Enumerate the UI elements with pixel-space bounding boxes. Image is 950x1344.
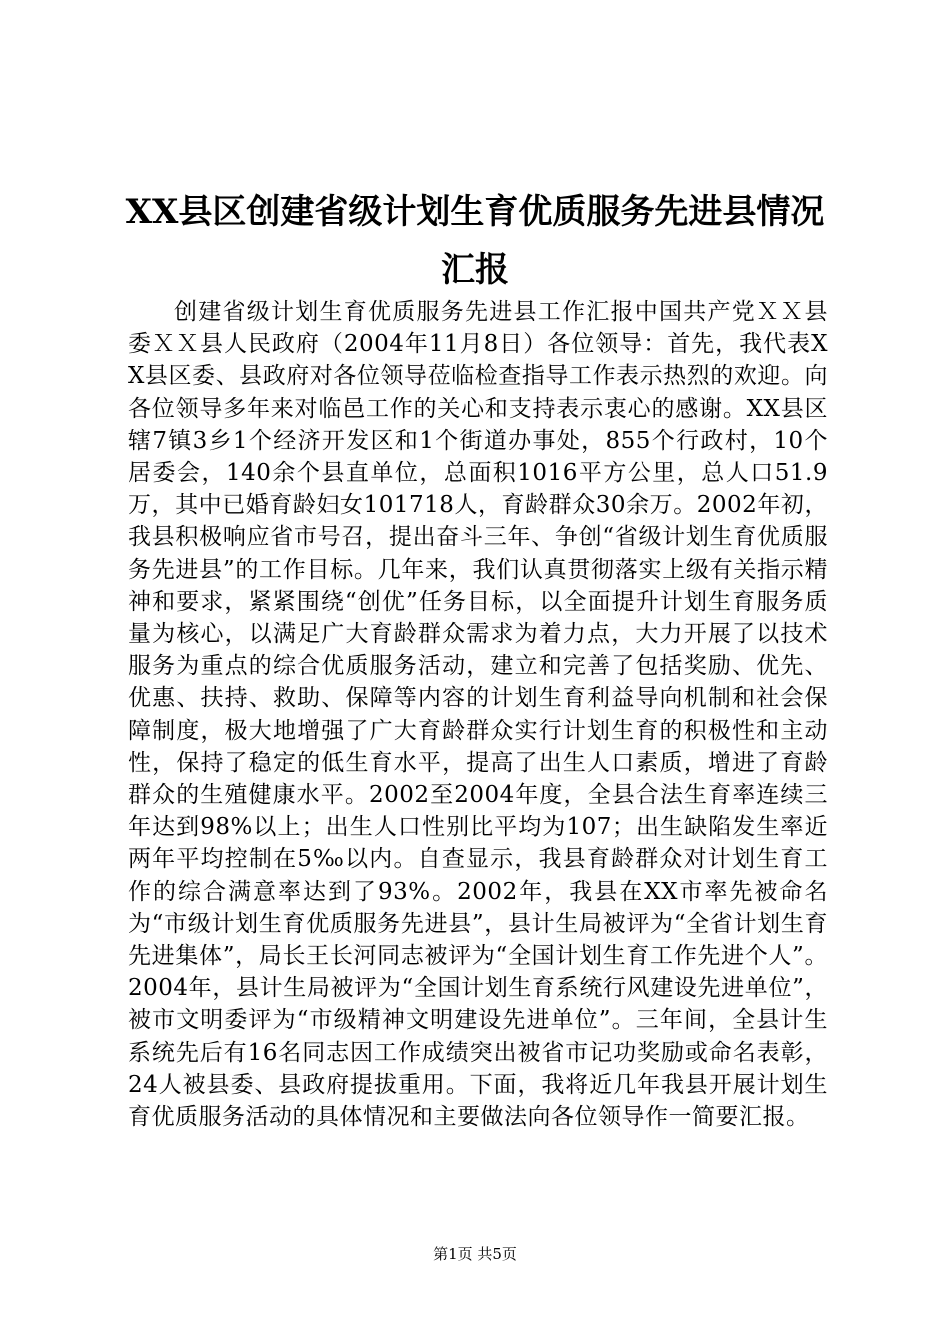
document-title: XX县区创建省级计划生育优质服务先进县情况汇报 — [125, 192, 825, 290]
page-footer: 第1页 共5页 — [433, 1245, 517, 1263]
body-paragraph: 创建省级计划生育优质服务先进县工作汇报中国共产党ＸＸ县委ＸＸ县人民政府（2004年11月8日）各位领导：首先，我代表XX县区委、县政府对各位领导莅临检查指导工作表示热烈的欢迎。向各位领导多年来对临邑工作的关心和支持表示衷心的感谢。XX县区辖7镇3乡1个经济开发区和1个街道办事处，855个行政村，10个居委会，140余个县直单位，总面积1016平方公里，总人口51.9万，其中已婚育龄妇女101718人，育龄群众30余万。2002年初，我县积极响应省市号召，提出奋斗三年、争创“省级计划生育优质服务先进县”的工作目标。几年来，我们认真贯彻落实上级有关指示精神和要求，紧紧围绕“创优”任务目标，以全面提升计划生育服务质量为核心，以满足广大育龄群众需求为着力点，大力开展了以技术服务为重点的综合优质服务活动，建立和完善了包括奖励、优先、优惠、扶持、救助、保障等内容的计划生育利益导向机制和社会保障制度，极大地增强了广大育龄群众实行计划生育的积极性和主动性，保持了稳定的低生育水平，提高了出生人口素质，增进了育龄群众的生殖健康水平。2002至2004年度，全县合法生育率连续三年达到98%以上；出生人口性别比平均为107；出生缺陷发生率近两年平均控制在5‰以内。自查显示，我县育龄群众对计划生育工作的综合满意率达到了93%。2002年，我县在XX市率先被命名为“市级计划生育优质服务先进县”，县计生局被评为“全省计划生育先进集体”，局长王长河同志被评为“全国计划生育工作先进个人”。2004年，县计生局被评为“全国计划生育系统行风建设先进单位”，被市文明委评为“市级精神文明建设先进单位”。三年间，全县计生系统先后有16名同志因工作成绩突出被省市记功奖励或命名表彰，24人被县委、县政府提拔重用。下面，我将近几年我县开展计划生育优质服务活动的具体情况和主要做法向各位领导作一简要汇报。 — [128, 299, 828, 1131]
